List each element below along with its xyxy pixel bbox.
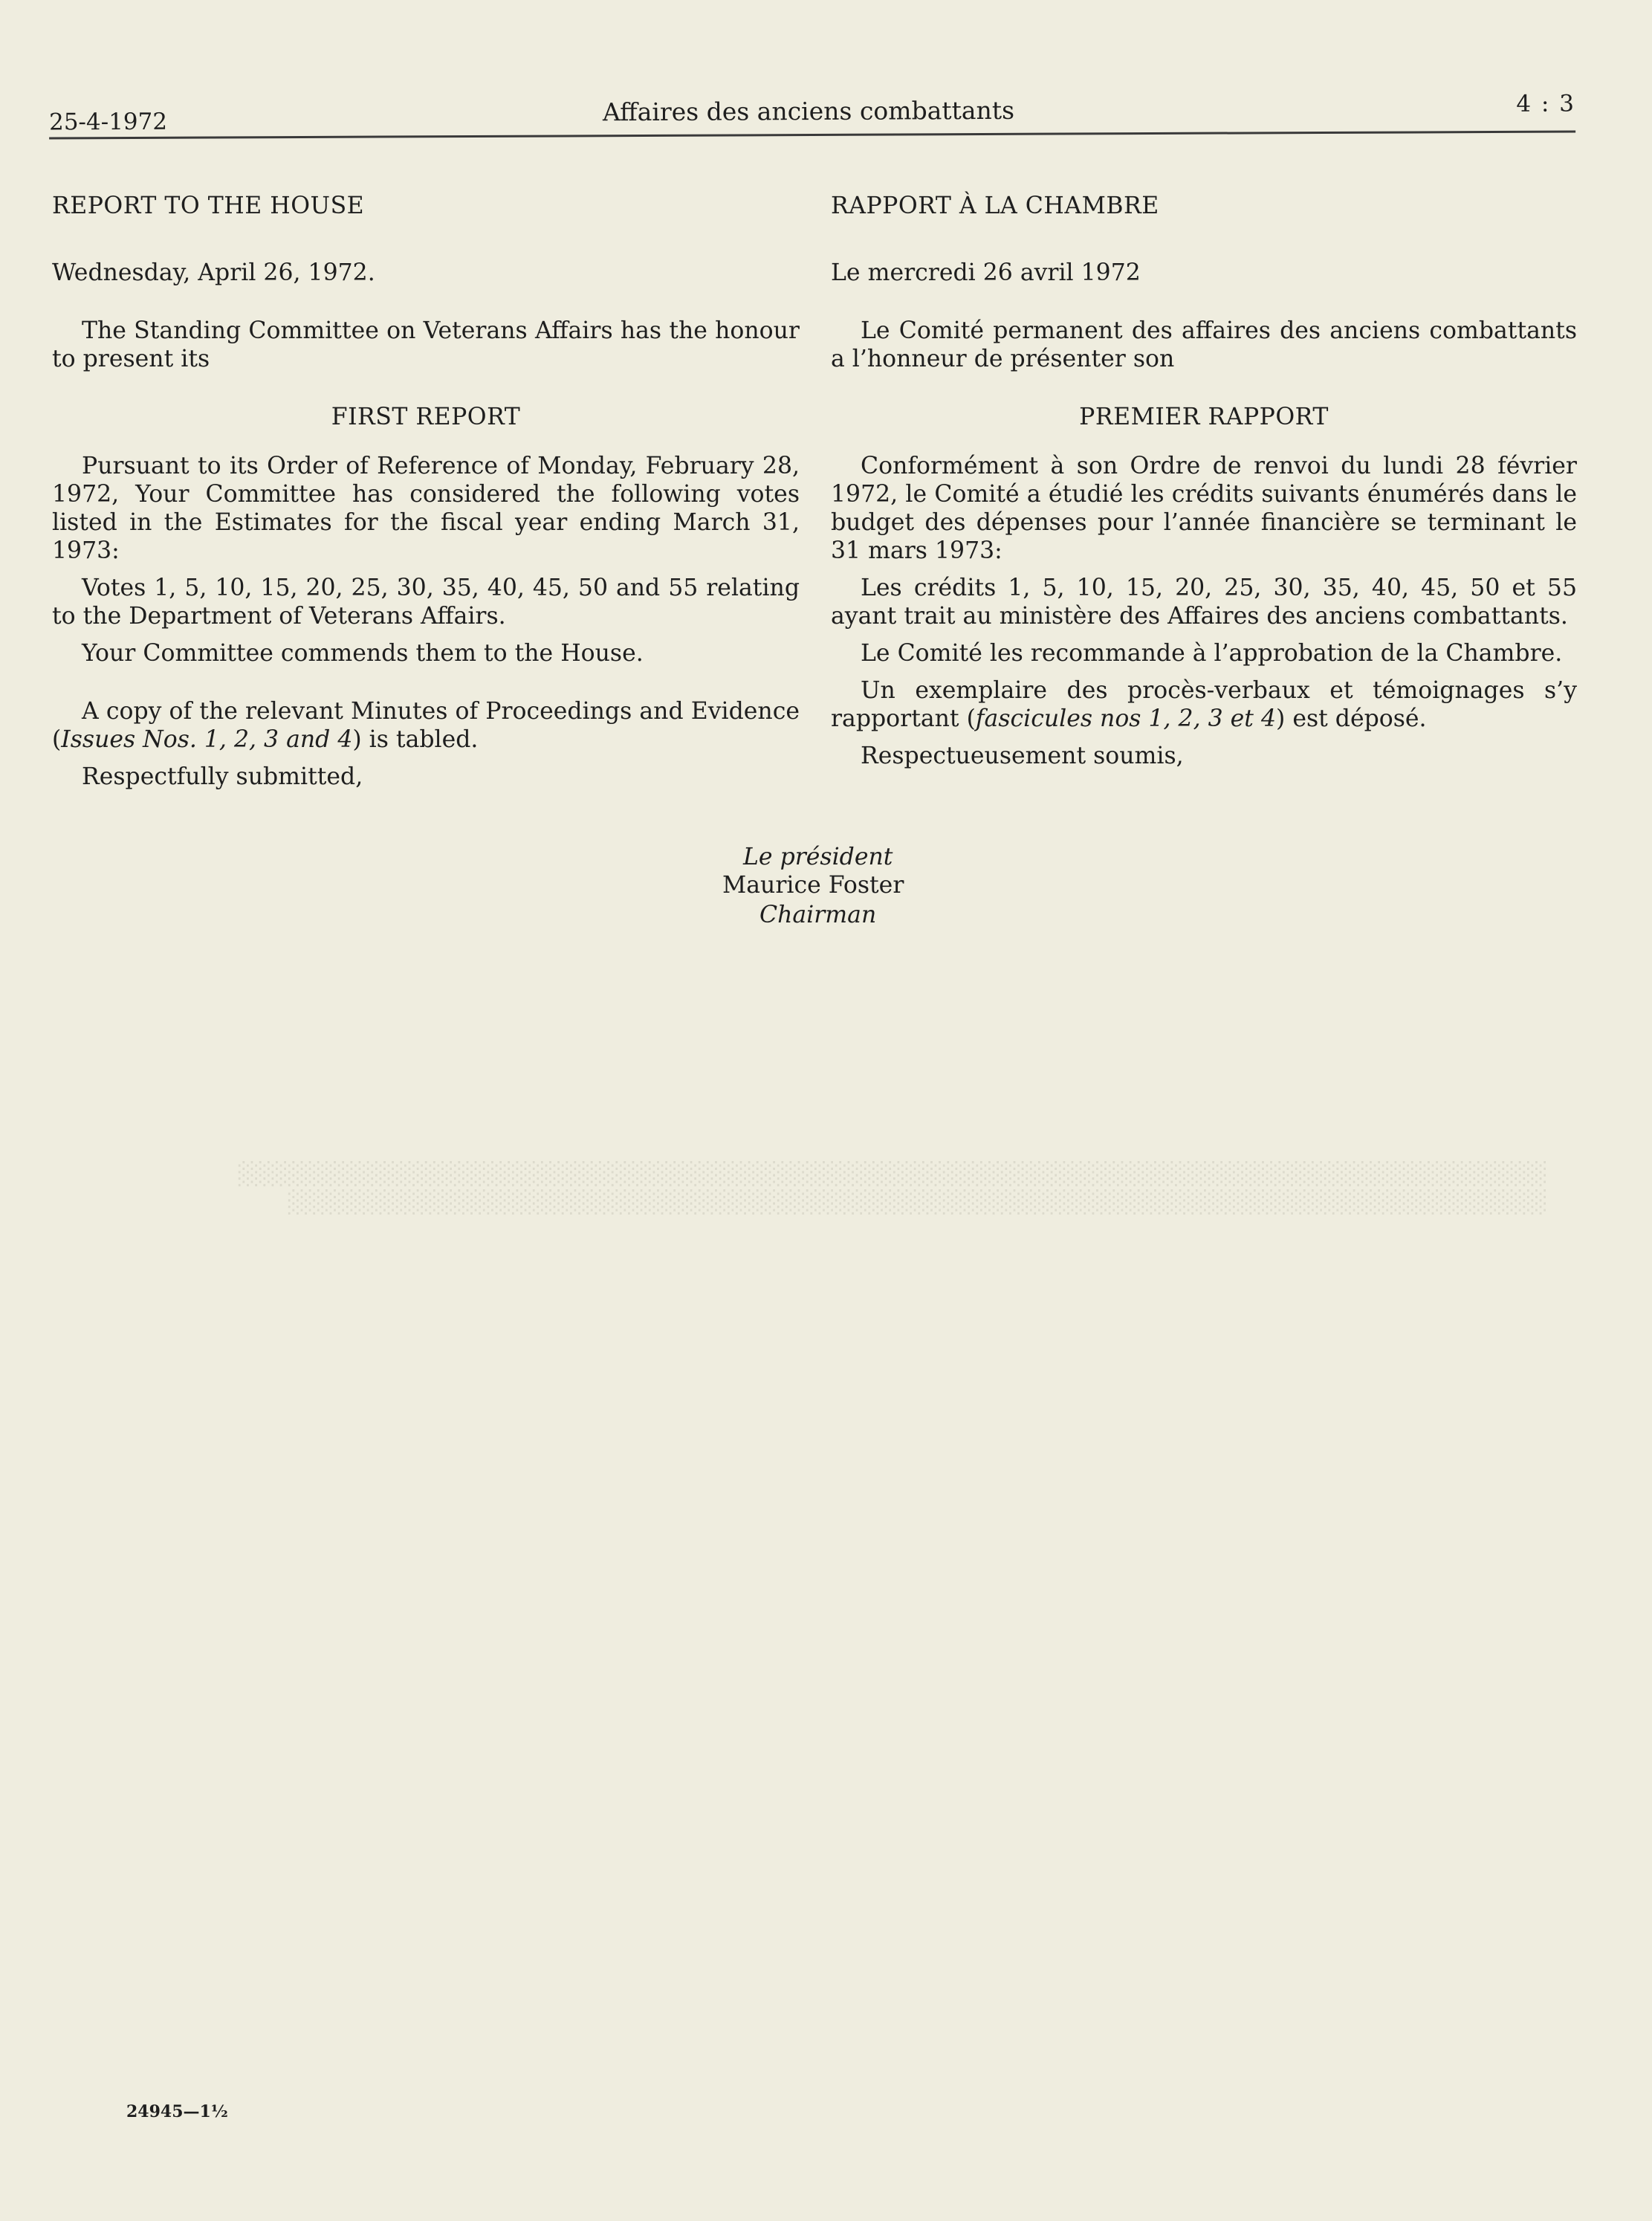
page-number: 4 : 3 [1516, 90, 1576, 117]
page-header [49, 86, 1575, 140]
header-title: Affaires des anciens combattants [602, 95, 1015, 127]
paragraph-commends: Your Committee commends them to the House. [82, 640, 644, 667]
intro-paragraph: The Standing Committee on Veterans Affairs has the honour to present its [52, 317, 800, 372]
paragraph-votes-fr: Les crédits 1, 5, 10, 15, 20, 25, 30, 35, 40, 45, 50 et 55 ayant trait au ministère des Affaires des anciens combattants. [831, 575, 1577, 630]
report-heading-fr: RAPPORT À LA CHAMBRE [831, 193, 1159, 219]
paragraph-minutes-tabled: A copy of the relevant Minutes of Proceedings and Evidence (Issues Nos. 1, 2, 3 and 4) is tabled. [52, 698, 800, 753]
english-column [52, 192, 800, 791]
header-date: 25-4-1972 [48, 108, 168, 136]
footer-code: 24945—1½ [126, 2102, 228, 2121]
report-title-fr: PREMIER RAPPORT [1079, 404, 1329, 430]
closing-line-fr: Respectueusement soumis, [861, 743, 1184, 769]
report-heading: REPORT TO THE HOUSE [52, 193, 365, 219]
intro-paragraph-fr: Le Comité permanent des affaires des anciens combattants a l’honneur de présenter son [831, 317, 1577, 372]
report-date: Wednesday, April 26, 1972. [52, 259, 375, 286]
paragraph-order-of-reference-fr: Conformément à son Ordre de renvoi du lundi 28 février 1972, le Comité a étudié les crédits suivants énumérés dans le budget des dépenses pour l’année financière se terminant le 31 mars 1973: [831, 453, 1577, 564]
paragraph-votes: Votes 1, 5, 10, 15, 20, 25, 30, 35, 40, 45, 50 and 55 relating to the Department of Veterans Affairs. [52, 575, 800, 630]
report-title: FIRST REPORT [331, 404, 521, 430]
french-column [831, 192, 1577, 770]
paragraph-minutes-tabled-fr: Un exemplaire des procès-verbaux et témoignages s’y rapportant (fascicules nos 1, 2, 3 et 4) est déposé. [831, 677, 1577, 732]
signature-name: Maurice Foster [722, 872, 904, 899]
report-date-fr: Le mercredi 26 avril 1972 [831, 259, 1141, 286]
closing-line: Respectfully submitted, [82, 763, 363, 790]
signature-title-fr: Le président [743, 844, 893, 870]
paragraph-commends-fr: Le Comité les recommande à l’approbation de la Chambre. [861, 640, 1563, 667]
paragraph-order-of-reference: Pursuant to its Order of Reference of Monday, February 28, 1972, Your Committee has considered the following votes listed in the Estimates for the fiscal year ending March 31, 1973: [52, 453, 800, 564]
signature-title-en: Chairman [759, 902, 877, 928]
show-through-text: ░░░░░░░░░░░░░░░░░░░░░░░░░░░░░░░░░░░░░░░░░░░░░░░░░░░░░░░░░░░░░░░░░░░░░░░░░░░░░░░ ░░░░░░░░░░░░░░░░░░░░░░░░░░░░░░░░░░░░░░░░░░░░░░░░░░░░░░░░░░░░░░░░░░░░░░░░░░░░ [236, 1161, 1546, 1215]
